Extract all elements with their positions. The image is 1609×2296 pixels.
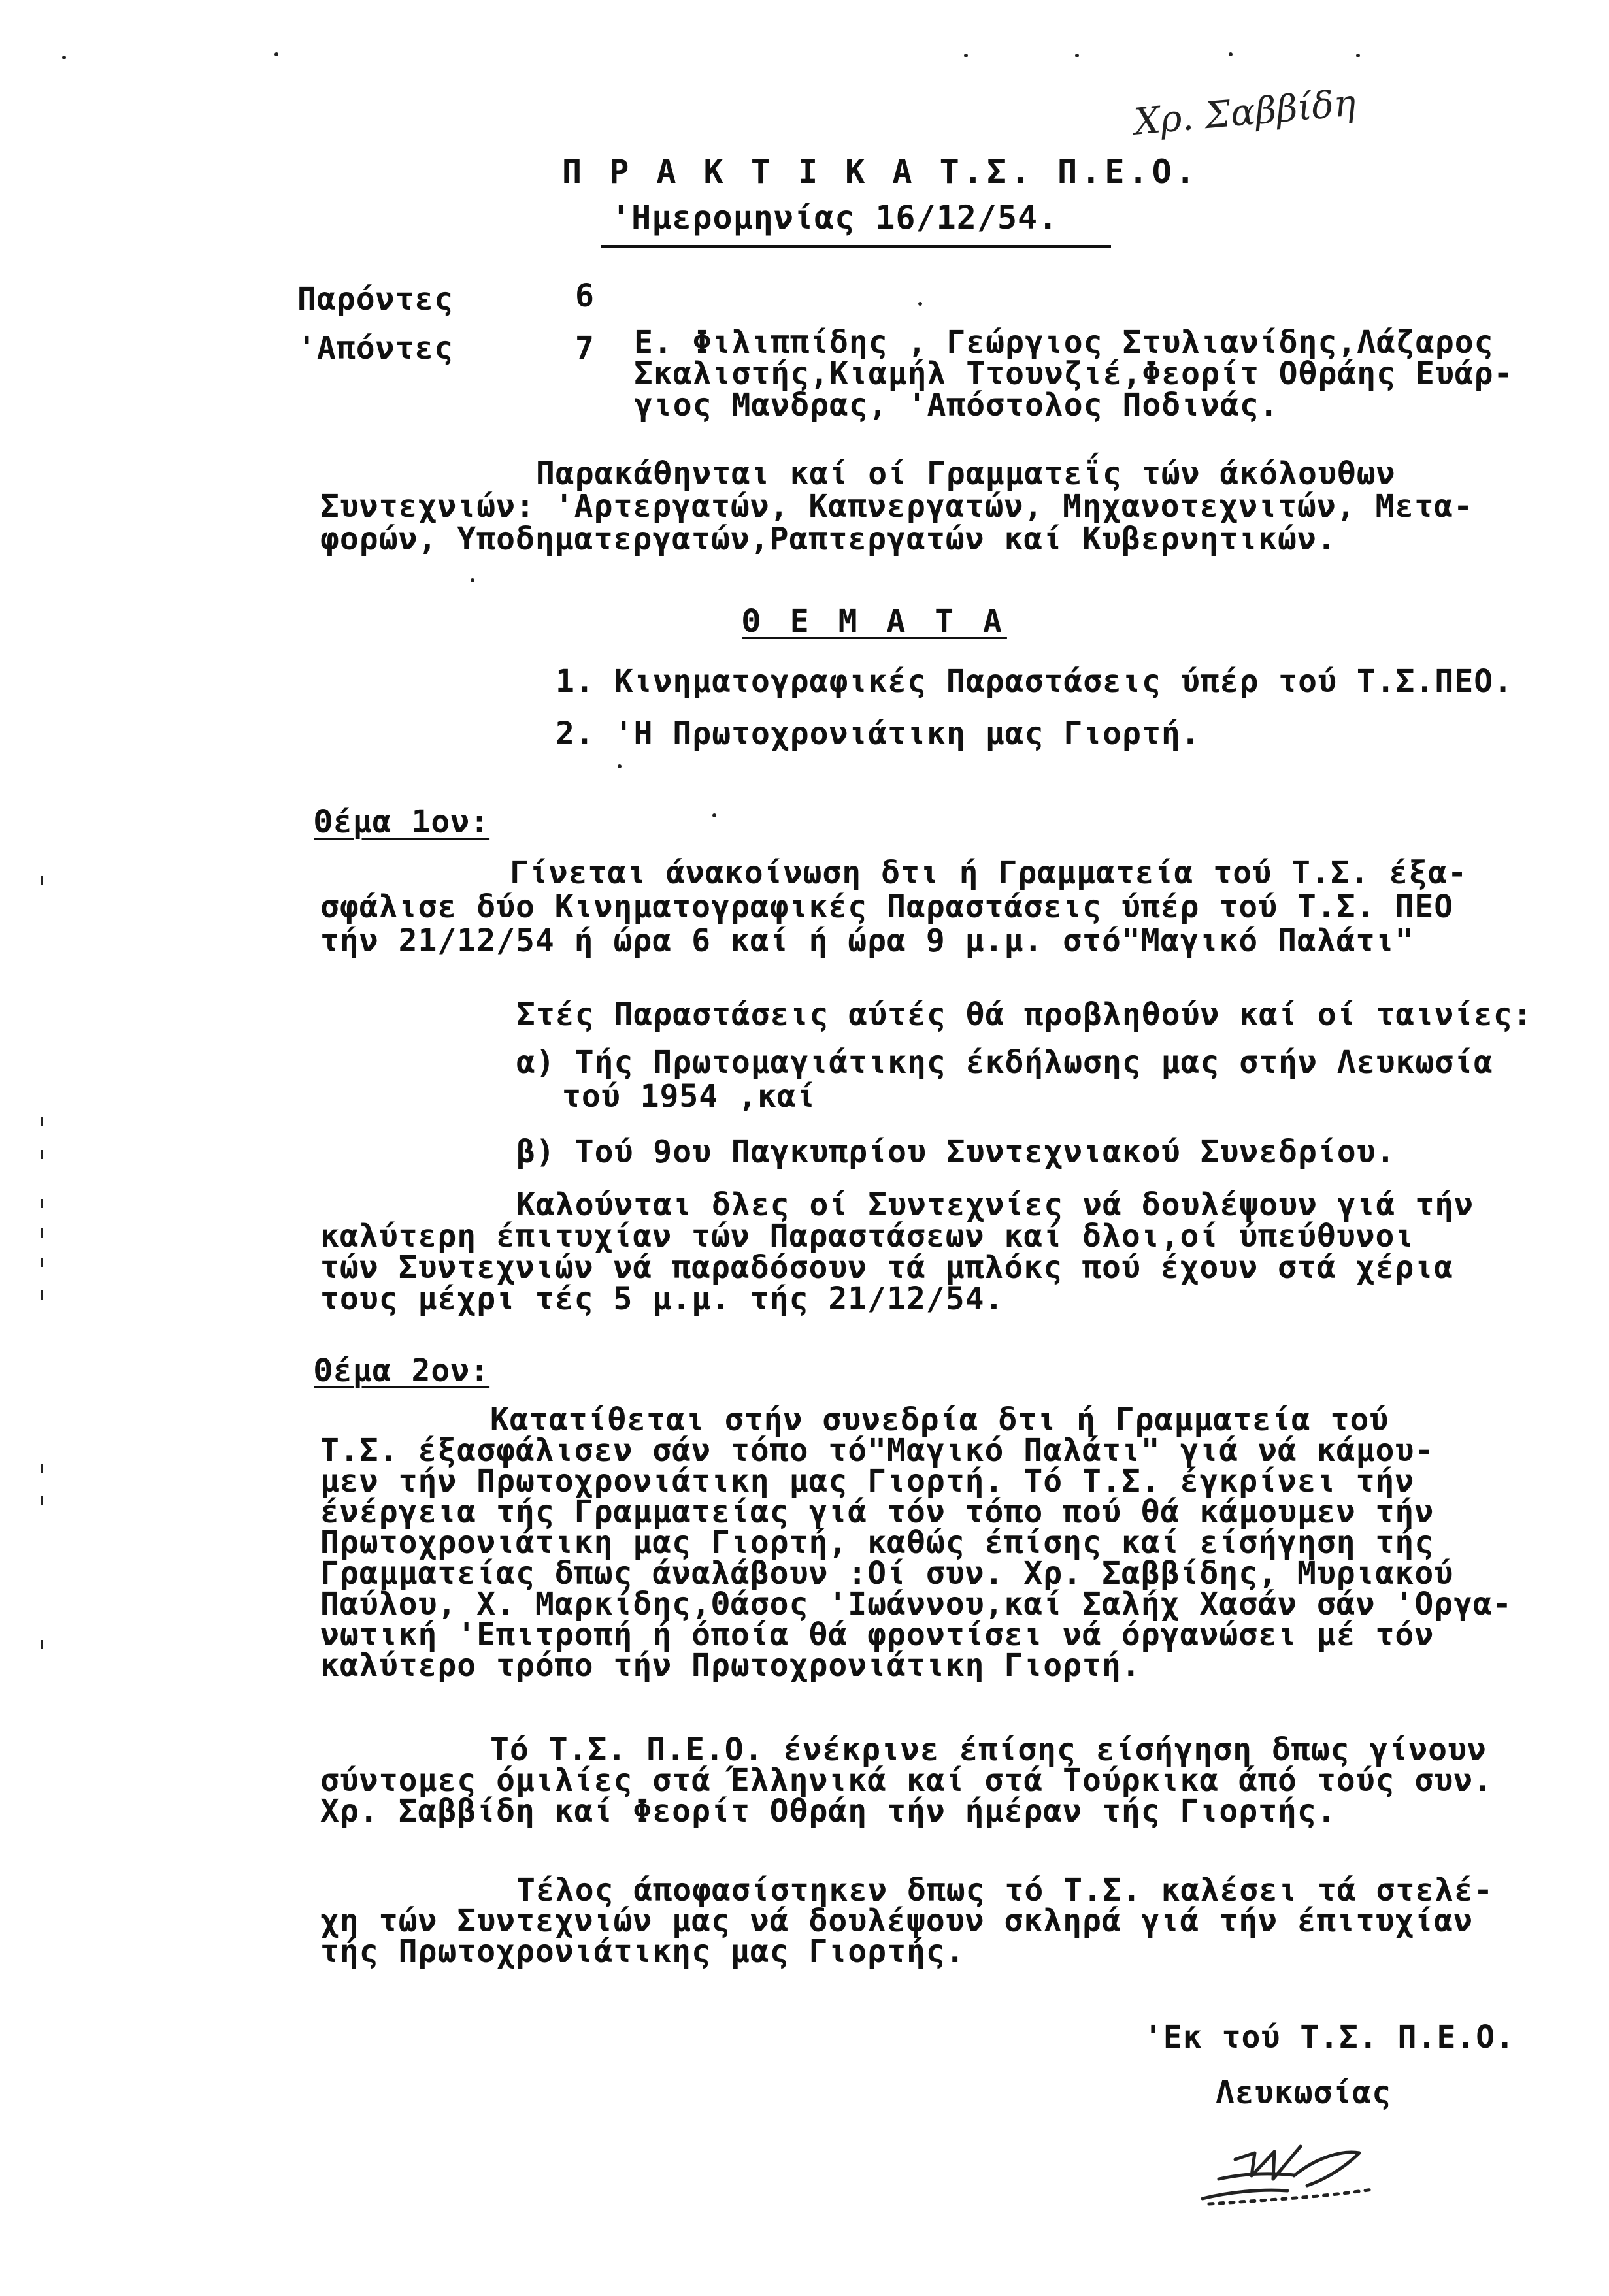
signature — [1189, 2127, 1385, 2212]
absent-names-line: Σκαλιστής,Κιαμήλ Ττουνζιέ,Φεορίτ Οθράης Ευάρ- — [634, 355, 1514, 392]
absent-count: 7 — [575, 330, 595, 367]
paragraph-line: Τέλος άποφασίστηκεν δπως τό Τ.Σ. καλέσει τά στελέ- — [516, 1872, 1493, 1909]
paragraph-line: Χρ. Σαββίδη καί Φεορίτ Οθράη τήν ήμέραν τής Γιορτής. — [320, 1793, 1336, 1829]
paragraph-line: ένέργεια τής Γραμματείας γιά τόν τόπο πού θά κάμουμεν τήν — [320, 1494, 1435, 1530]
paragraph-line: Τό Τ.Σ. Π.Ε.Ο. ένέκρινε έπίσης είσήγηση δπως γίνουν — [490, 1731, 1487, 1768]
topic2-heading: Θέμα 2ον: — [314, 1353, 490, 1389]
paragraph-line: τους μέχρι τές 5 μ.μ. τής 21/12/54. — [320, 1281, 1004, 1317]
secretaries-note-line: Συντεχνιών: 'Αρτεργατών, Καπνεργατών, Μηχανοτεχνιτών, Μετα- — [320, 488, 1474, 525]
scan-speck — [1075, 54, 1079, 57]
paragraph-line: τής Πρωτοχρονιάτικης μας Γιορτής. — [320, 1933, 965, 1970]
margin-mark — [41, 1640, 43, 1649]
topic-item-2: 2. 'Η Πρωτοχρονιάτικη μας Γιορτή. — [556, 715, 1201, 752]
margin-mark — [41, 1228, 43, 1238]
item-a-line: α) Τής Πρωτομαγιάτικης έκδήλωσης μας στήν Λευκωσία — [516, 1044, 1493, 1081]
scan-speck — [471, 578, 474, 582]
absent-names — [634, 324, 1514, 423]
document-date: 'Ημερομηνίας 16/12/54. — [611, 199, 1059, 237]
secretaries-note — [320, 457, 1473, 555]
scan-speck — [1356, 54, 1360, 57]
margin-mark — [41, 1150, 43, 1159]
topic2-paragraph — [320, 1402, 1512, 1684]
paragraph-line: Γραμματείας δπως άναλάβουν :Οί συν. Χρ. Σαββίδης, Μυριακού — [320, 1555, 1454, 1592]
paragraph-line: Παύλου, Χ. Μαρκίδης,Θάσος 'Ιωάννου,καί Σαλήχ Χασάν σάν 'Οργα- — [320, 1586, 1512, 1622]
margin-mark — [41, 1496, 43, 1505]
topic1-item-a — [516, 1045, 1493, 1113]
margin-mark — [41, 1464, 43, 1473]
paragraph-line: τών Συντεχνιών νά παραδόσουν τά μπλόκς πού έχουν στά χέρια — [320, 1249, 1454, 1286]
paragraph-line: νωτική 'Επιτροπή ή όποία θά φροντίσει νά όργανώσει μέ τόν — [320, 1616, 1435, 1653]
topic2-closing — [320, 1872, 1493, 1970]
paragraph-line: Πρωτοχρονιάτικη μας Γιορτή, καθώς έπίσης καί είσήγηση τής — [320, 1524, 1435, 1561]
scan-speck — [62, 56, 66, 59]
margin-mark — [41, 1290, 43, 1300]
topics-heading: Θ Ε Μ Α Τ Α — [742, 603, 1007, 640]
secretaries-note-line: φορών, Υποδηματεργατών,Ραπτεργατών καί Κυβερνητικών. — [320, 521, 1336, 557]
absent-names-line: Ε. Φιλιππίδης , Γεώργιος Στυλιανίδης,Λάζαρος — [634, 324, 1494, 361]
paragraph-line: καλύτερη έπιτυχίαν τών Παραστάσεων καί δλοι,οί ύπεύθυνοι — [320, 1218, 1415, 1255]
margin-mark — [41, 876, 43, 885]
topic1-item-b: β) Τού 9ου Παγκυπρίου Συντεχνιακού Συνεδρίου. — [516, 1134, 1396, 1170]
scan-speck — [712, 813, 716, 817]
scan-speck — [274, 52, 278, 56]
margin-mark — [41, 1199, 43, 1208]
topic1-call — [320, 1189, 1474, 1315]
paragraph-line: Κατατίθεται στήν συνεδρία δτι ή Γραμματεία τού — [490, 1402, 1389, 1438]
secretaries-note-line: Παρακάθηνται καί οί Γραμματεΐς τών άκόλουθων — [536, 455, 1396, 492]
paragraph-line: σφάλισε δύο Κινηματογραφικές Παραστάσεις ύπέρ τού Τ.Σ. ΠΕΟ — [320, 889, 1454, 925]
scan-speck — [1229, 52, 1233, 56]
paragraph-line: Γίνεται άνακοίνωση δτι ή Γραμματεία τού Τ.Σ. έξα- — [510, 855, 1468, 891]
paragraph-line: σύντομες όμιλίες στά Έλληνικά καί στά Τούρκικα άπό τούς συν. — [320, 1762, 1493, 1799]
present-label: Παρόντες — [297, 281, 454, 318]
document-title: Π Ρ Α Κ Τ Ι Κ Α Τ.Σ. Π.Ε.Ο. — [562, 153, 1199, 191]
paragraph-line: χη τών Συντεχνιών μας νά δουλέψουν σκληρά γιά τήν έπιτυχίαν — [320, 1903, 1474, 1939]
topic-item-1: 1. Κινηματογραφικές Παραστάσεις ύπέρ τού Τ.Σ.ΠΕΟ. — [556, 663, 1514, 700]
margin-mark — [41, 1258, 43, 1267]
closing-line-2: Λευκωσίας — [1216, 2075, 1392, 2111]
title-rule — [601, 245, 1111, 248]
topic1-films-intro: Στές Παραστάσεις αύτές θά προβληθούν καί οί ταινίες: — [516, 996, 1533, 1033]
scan-speck — [618, 764, 622, 768]
topic1-paragraph — [320, 856, 1467, 958]
paragraph-line: τήν 21/12/54 ή ώρα 6 καί ή ώρα 9 μ.μ. στό"Μαγικό Παλάτι" — [320, 923, 1415, 959]
paragraph-line: Καλούνται δλες οί Συντεχνίες νά δουλέψουν γιά τήν — [516, 1187, 1474, 1223]
margin-mark — [41, 1117, 43, 1126]
item-a-line: τού 1954 ,καί — [562, 1078, 816, 1115]
paragraph-line: μεν τήν Πρωτοχρονιάτικη μας Γιορτή. Τό Τ.Σ. έγκρίνει τήν — [320, 1463, 1415, 1500]
topic1-heading: Θέμα 1ον: — [314, 804, 490, 840]
absent-names-line: γιος Μανδρας, 'Απόστολος Ποδινάς. — [634, 387, 1279, 423]
closing-line-1: 'Εκ τού Τ.Σ. Π.Ε.Ο. — [1144, 2019, 1516, 2056]
scan-speck — [964, 54, 968, 57]
absent-label: 'Απόντες — [297, 330, 454, 367]
handwritten-note: Χρ. Σαββίδη — [1132, 82, 1357, 144]
topic2-speeches — [320, 1731, 1493, 1829]
scan-speck — [918, 302, 922, 306]
present-count: 6 — [575, 278, 595, 314]
paragraph-line: καλύτερο τρόπο τήν Πρωτοχρονιάτικη Γιορτή. — [320, 1647, 1141, 1684]
paragraph-line: Τ.Σ. έξασφάλισεν σάν τόπο τό"Μαγικό Παλάτι" γιά νά κάμου- — [320, 1432, 1435, 1469]
